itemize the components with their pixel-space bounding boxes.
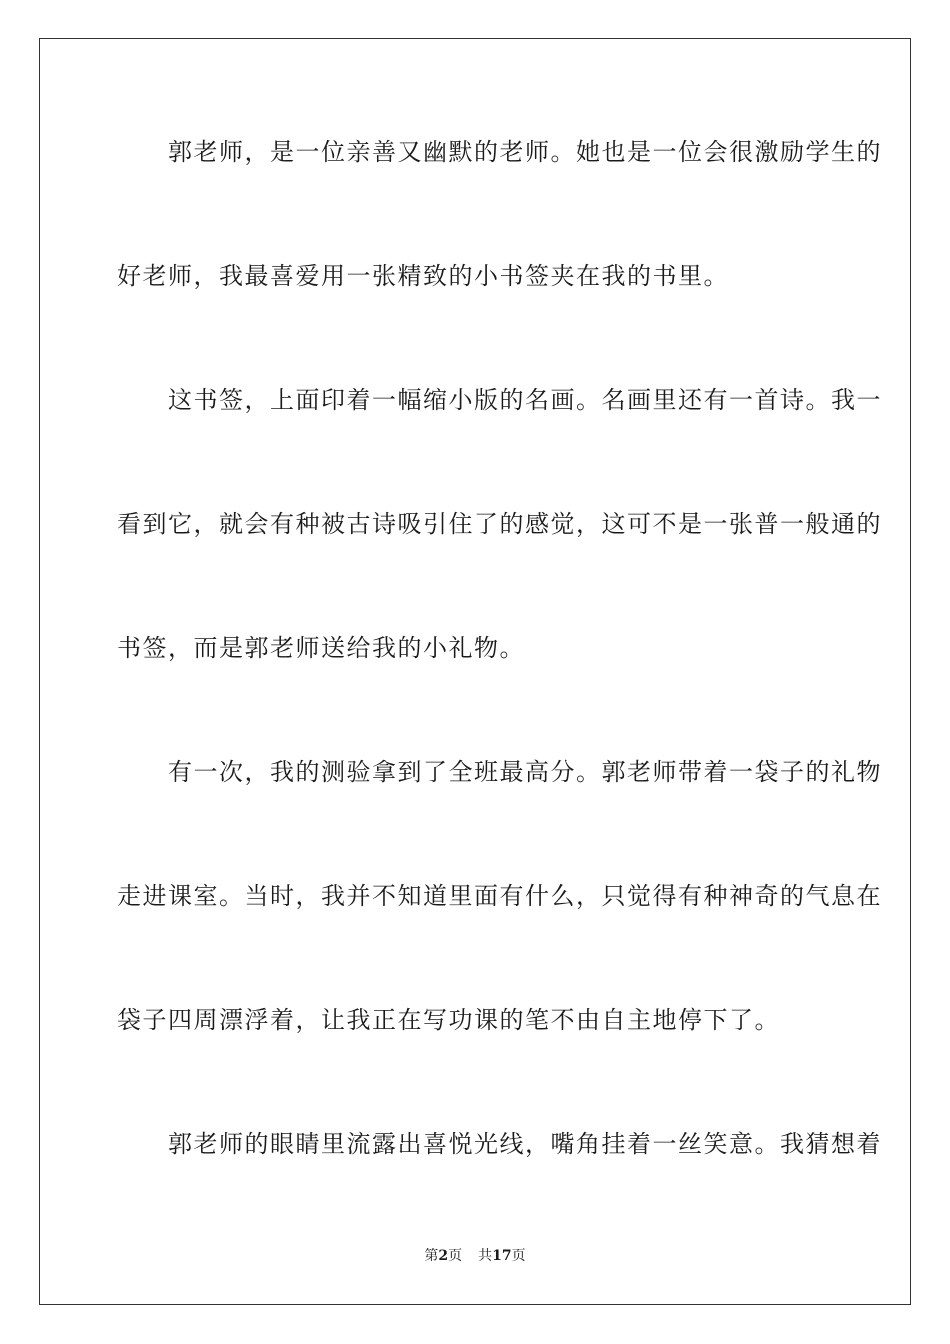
text-line: 看到它，就会有种被古诗吸引住了的感觉，这可不是一张普一般通的 (117, 510, 882, 538)
text-line: 有一次，我的测验拿到了全班最高分。郭老师带着一袋子的礼物 (117, 758, 882, 786)
text-line: 好老师，我最喜爱用一张精致的小书签夹在我的书里。 (117, 262, 729, 290)
text-line: 郭老师，是一位亲善又幽默的老师。她也是一位会很激励学生的 (117, 138, 882, 166)
text-line: 书签，而是郭老师送给我的小礼物。 (117, 634, 525, 662)
page-footer (0, 1247, 950, 1265)
total-prefix: 共 (478, 1248, 493, 1264)
text-line: 这书签，上面印着一幅缩小版的名画。名画里还有一首诗。我一 (117, 386, 882, 414)
text-line: 袋子四周漂浮着，让我正在写功课的笔不由自主地停下了。 (117, 1006, 780, 1034)
total-pages: 17 (492, 1248, 512, 1264)
page-number: 2 (438, 1248, 449, 1264)
page-suffix: 页 (448, 1248, 463, 1264)
page-border (39, 38, 911, 1305)
text-line: 走进课室。当时，我并不知道里面有什么，只觉得有种神奇的气息在 (117, 882, 882, 910)
total-suffix: 页 (511, 1248, 526, 1264)
page-prefix: 第 (424, 1248, 439, 1264)
text-line: 郭老师的眼睛里流露出喜悦光线，嘴角挂着一丝笑意。我猜想着 (117, 1130, 882, 1158)
